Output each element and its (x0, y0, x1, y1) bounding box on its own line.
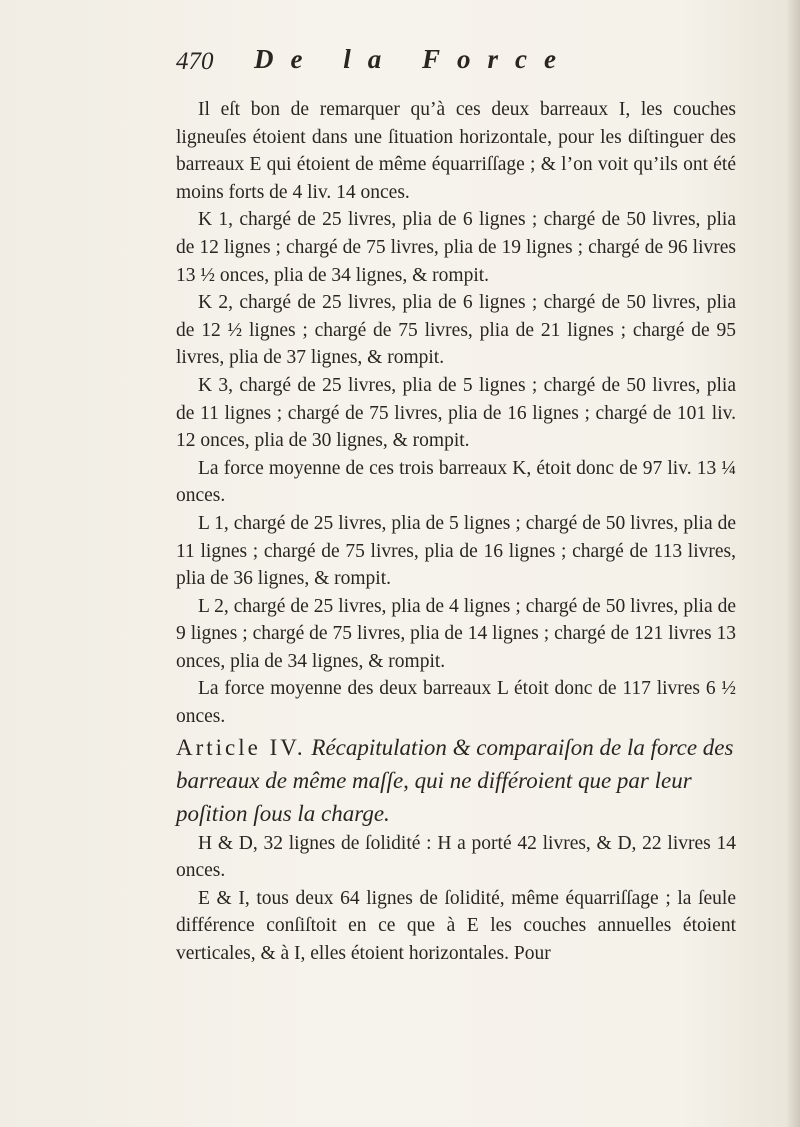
article-label: Article IV. (176, 734, 306, 760)
paragraph: L 2, chargé de 25 livres, plia de 4 lignes ; chargé de 50 livres, plia de 9 lignes ; chargé de 75 livres, plia de 14 lignes ; chargé de 121 livres 13 onces, plia de 34 lignes, & rompit. (176, 595, 736, 672)
article-heading (176, 731, 736, 830)
paragraph: K 3, chargé de 25 livres, plia de 5 lignes ; chargé de 50 livres, plia de 11 lignes ; chargé de 75 livres, plia de 16 lignes ; chargé de 101 liv. 12 onces, plia de 30 lignes, & rompit. (176, 374, 736, 452)
article-title: Récapitulation & comparaiſon de la force des barreaux de même maſſe, qui ne différoient que par leur poſition ſous la charge. (176, 734, 734, 826)
page-edge-shadow (786, 0, 800, 1127)
paragraph: H & D, 32 lignes de ſolidité : H a porté 42 livres, & D, 22 livres 14 onces. (176, 832, 736, 882)
paragraph: La force moyenne de ces trois barreaux K, étoit donc de 97 liv. 13 ¼ onces. (176, 457, 736, 507)
paragraph: K 2, chargé de 25 livres, plia de 6 lignes ; chargé de 50 livres, plia de 12 ½ lignes ; chargé de 75 livres, plia de 21 lignes ; chargé de 95 livres, plia de 37 lignes, & rompit. (176, 292, 736, 369)
paragraph: L 1, chargé de 25 livres, plia de 5 lignes ; chargé de 50 livres, plia de 11 lignes ; chargé de 75 livres, plia de 16 lignes ; chargé de 113 livres, plia de 36 lignes, & rompit. (176, 512, 736, 590)
paragraph: Il eſt bon de remarquer qu’à ces deux barreaux I, les couches ligneuſes étoient dans une ſituation horizontale, pour les diſtinguer des barreaux E qui étoient de même équarriſſage ; & l’on voit qu’ils ont été moins forts de 4 liv. 14 onces. (176, 99, 736, 203)
running-title: De la Force (254, 44, 573, 74)
paragraph: K 1, chargé de 25 livres, plia de 6 lignes ; chargé de 50 livres, plia de 12 lignes ; chargé de 75 livres, plia de 19 lignes ; chargé de 96 livres 13 ½ onces, plia de 34 lignes, & rompit. (176, 209, 736, 286)
page-header (176, 44, 736, 86)
body-text (176, 96, 736, 968)
page-number: 470 (176, 48, 214, 75)
paragraph: La force moyenne des deux barreaux L étoit donc de 117 livres 6 ½ onces. (176, 678, 736, 728)
paragraph: E & I, tous deux 64 lignes de ſolidité, même équarriſſage ; la ſeule différence conſiſtoit en ce que à E les couches annuelles étoient verticales, & à I, elles étoient horizontales. Pour (176, 887, 736, 965)
